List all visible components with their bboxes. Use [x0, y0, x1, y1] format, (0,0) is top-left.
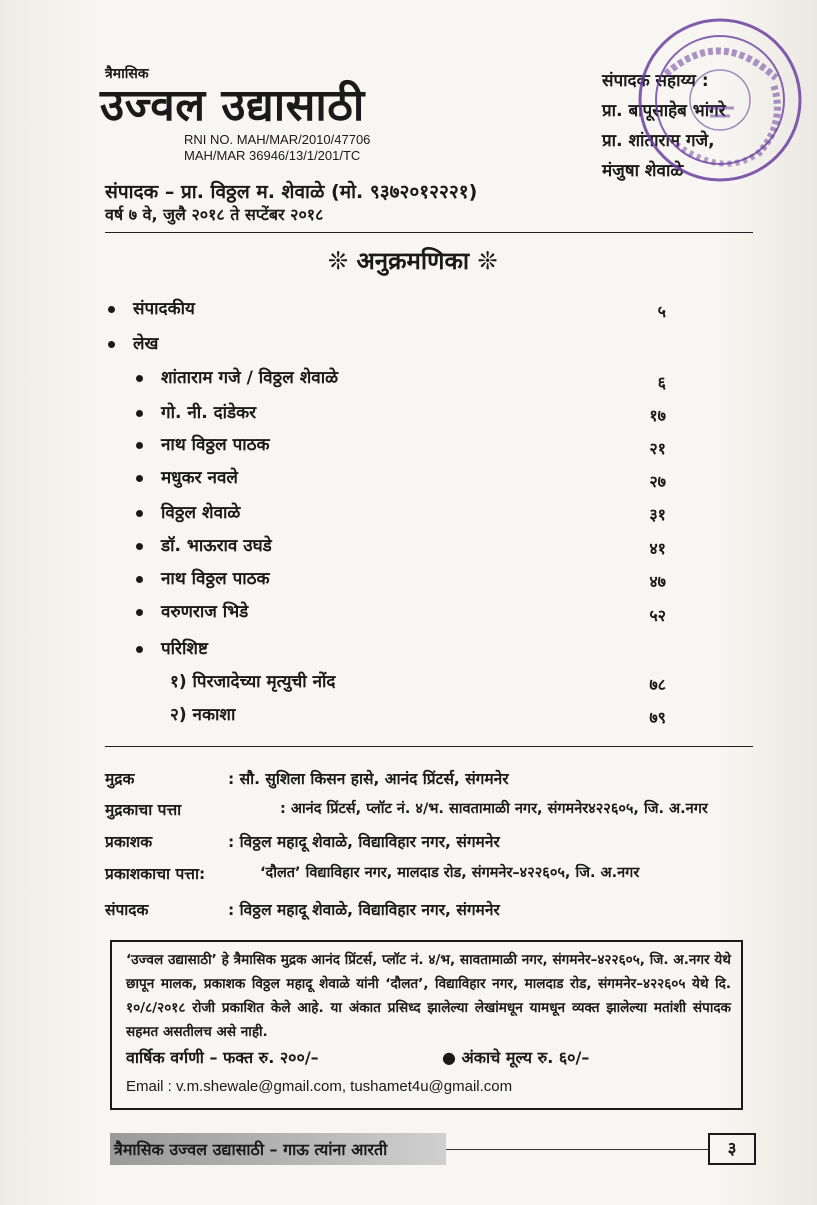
assistant-name: प्रा. बापूसाहेब भांगरे	[602, 101, 726, 121]
footer-rule	[446, 1149, 708, 1150]
toc-item-label: परिशिष्ट	[161, 639, 208, 659]
imprint-label: प्रकाशक	[105, 833, 153, 851]
toc-item	[170, 702, 235, 725]
toc-item-page: ५	[657, 302, 666, 321]
assistant-name: मंजुषा शेवाळे	[602, 161, 684, 181]
toc-item-label: शांताराम गजे / विठ्ठल शेवाळे	[161, 368, 339, 388]
toc-item-page: २७	[649, 472, 666, 491]
toc-item-label: मधुकर नवले	[161, 468, 238, 488]
imprint-value: : विठ्ठल महादू शेवाळे, विद्याविहार नगर, संगमनेर	[228, 901, 500, 919]
bullet-icon	[136, 442, 143, 449]
contact-email[interactable]: Email : v.m.shewale@gmail.com, tushamet4u@gmail.com	[126, 1078, 513, 1095]
toc-item-label: विठ्ठल शेवाळे	[161, 503, 241, 523]
rni-line-1: RNI NO. MAH/MAR/2010/47706	[184, 132, 371, 147]
rni-line-2: MAH/MAR 36946/13/1/201/TC	[184, 148, 361, 163]
toc-item-page: ७८	[649, 675, 666, 694]
toc-item	[136, 533, 272, 556]
toc-item	[108, 331, 158, 354]
imprint-label: मुद्रक	[105, 770, 135, 788]
toc-item-page: ४१	[649, 539, 666, 558]
toc-item-label: वरुणराज भिडे	[161, 602, 249, 622]
imprint-value: ‘दौलत’ विद्याविहार नगर, मालदाड रोड, संगमनेर–४२२६०५, जि. अ.नगर	[260, 865, 640, 881]
toc-item	[136, 636, 208, 659]
toc-item-page: ५२	[649, 606, 666, 625]
toc-item-page: ७९	[649, 708, 666, 727]
toc-item-label: १) पिरजादेच्या मृत्युची नोंद	[170, 672, 336, 692]
toc-item	[136, 566, 270, 589]
issue-price: ● अंकाचे मूल्य रु. ६०/–	[442, 1048, 590, 1067]
imprint-value: : आनंद प्रिंटर्स, प्लॉट नं. ४/भ. सावतामाळी नगर, संगमनेर४२२६०५, जि. अ.नगर	[280, 801, 708, 817]
bullet-icon	[136, 410, 143, 417]
page-number: ३	[708, 1133, 756, 1165]
imprint-value: : सौ. सुशिला किसन हासे, आनंद प्रिंटर्स, संगमनेर	[228, 770, 509, 788]
bullet-icon	[108, 341, 115, 348]
toc-item-label: लेख	[133, 334, 159, 354]
toc-item-label: नाथ विठ्ठल पाठक	[161, 569, 270, 589]
toc-item	[136, 599, 248, 622]
toc-item-label: नाथ विठ्ठल पाठक	[161, 435, 270, 455]
running-title: त्रैमासिक उज्वल उद्यासाठी – गाऊ त्यांना आरती	[114, 1140, 388, 1159]
bullet-icon	[136, 375, 143, 382]
toc-item-label: २) नकाशा	[170, 705, 236, 725]
magazine-title: उज्वल उद्यासाठी	[100, 80, 365, 131]
toc-item-label: डॉ. भाऊराव उघडे	[161, 536, 272, 556]
toc-item-page: २१	[649, 439, 666, 458]
toc-item	[136, 432, 270, 455]
publication-notice	[110, 940, 743, 1110]
toc-item-page: ६	[657, 373, 666, 392]
frequency-label: त्रैमासिक	[105, 66, 149, 82]
bullet-icon	[136, 510, 143, 517]
toc-divider	[105, 746, 753, 747]
imprint-label: मुद्रकाचा पत्ता	[105, 801, 182, 819]
assistants-heading: संपादक सहाय्य :	[602, 71, 709, 91]
toc-item	[136, 500, 240, 523]
bullet-icon	[136, 646, 143, 653]
registration-numbers	[184, 132, 370, 164]
issue-line: वर्ष ७ वे, जुलै २०१८ ते सप्टेंबर २०१८	[105, 205, 324, 224]
toc-item-page: १७	[649, 406, 666, 425]
library-stamp-icon	[636, 16, 804, 184]
toc-item-label: संपादकीय	[133, 299, 195, 319]
toc-item	[136, 400, 256, 423]
toc-item-page: ४७	[649, 572, 666, 591]
toc-item-label: गो. नी. दांडेकर	[161, 403, 257, 423]
toc-item	[108, 296, 195, 319]
header-divider	[105, 232, 753, 233]
notice-text: ‘उज्वल उद्यासाठी’ हे त्रैमासिक मुद्रक आनंद प्रिंटर्स, प्लॉट नं. ४/भ, सावतामाळी नगर, संगमनेर–४२२६०५, जि. अ.नगर येथे छापून मालक, प्रकाशक विठ्ठल महादू शेवाळे यांनी ‘दौलत’, विद्याविहार नगर, मालदाड रोड, संगमनेर–४२२६०५ येथे दि. १०/८/२०१८ रोजी प्रकाशित केले आहे. या अंकात प्रसिध्द झालेल्या लेखांमधून यामधून व्यक्त झालेल्या मतांशी संपादक सहमत असतीलच असे नाही.	[126, 952, 731, 1040]
bullet-icon	[136, 576, 143, 583]
bullet-icon	[136, 475, 143, 482]
bullet-icon	[108, 306, 115, 313]
toc-item	[136, 465, 238, 488]
imprint-label: संपादक	[105, 901, 149, 919]
toc-item	[170, 669, 335, 692]
toc-item-page: ३१	[649, 505, 666, 524]
toc-item	[136, 365, 338, 388]
toc-heading: ❊ अनुक्रमणिका ❊	[328, 247, 498, 275]
editor-line: संपादक – प्रा. विठ्ठल म. शेवाळे (मो. ९३७२०१२२२१)	[105, 181, 478, 203]
bullet-icon	[136, 609, 143, 616]
annual-subscription: वार्षिक वर्गणी – फक्त रु. २००/–	[126, 1048, 319, 1067]
imprint-label: प्रकाशकाचा पत्ता:	[105, 865, 206, 883]
imprint-value: : विठ्ठल महादू शेवाळे, विद्याविहार नगर, संगमनेर	[228, 833, 500, 851]
bullet-icon	[136, 543, 143, 550]
assistant-name: प्रा. शांताराम गजे,	[602, 131, 715, 151]
